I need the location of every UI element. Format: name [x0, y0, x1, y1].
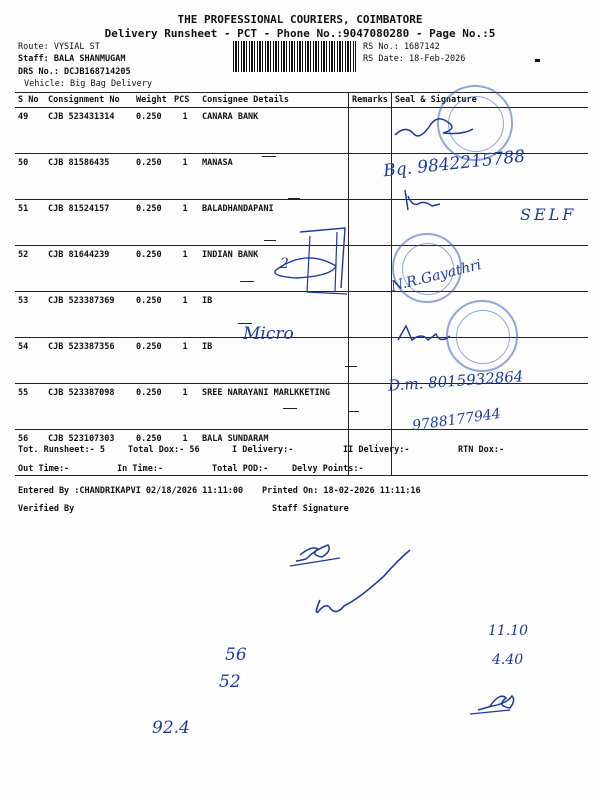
weight: 0.250 [133, 108, 171, 154]
pcs: 1 [171, 384, 199, 430]
ii-delivery: II Delivery:- [343, 445, 410, 455]
verified-by: Verified By [18, 504, 75, 514]
consignment-no: CJB 523387098 [45, 384, 133, 430]
consignment-no: CJB 523107303 [45, 430, 133, 476]
sno: 53 [15, 292, 45, 338]
handwritten-time: 4.40 [492, 652, 524, 668]
col-seal-signature: Seal & Signature [391, 93, 588, 108]
handwritten-circled-number: 2 [280, 256, 289, 272]
pcs: 1 [171, 292, 199, 338]
handwritten-self: SELF [520, 205, 577, 224]
sno: 55 [15, 384, 45, 430]
weight: 0.250 [133, 154, 171, 200]
consignee: CANARA BANK [199, 108, 349, 154]
pcs: 1 [171, 200, 199, 246]
delvy-points: Delvy Points:- [292, 464, 364, 474]
col-remarks: Remarks [349, 93, 392, 108]
out-time: Out Time:- [18, 464, 70, 474]
i-delivery: I Delivery:- [232, 445, 294, 455]
weight: 0.250 [133, 338, 171, 384]
company-title: THE PROFESSIONAL COURIERS, COIMBATORE [177, 13, 423, 26]
col-consignee: Consignee Details [199, 93, 349, 108]
consignment-no: CJB 81586435 [45, 154, 133, 200]
col-consignment: Consignment No [45, 93, 133, 108]
weight: 0.250 [133, 292, 171, 338]
col-weight: Weight [133, 93, 171, 108]
consignment-no: CJB 81524157 [45, 200, 133, 246]
in-time: In Time:- [117, 464, 164, 474]
total-dox: Total Dox:- 56 [128, 445, 200, 455]
printed-on: Printed On: 18-02-2026 11:11:16 [262, 486, 421, 496]
handwritten-number: 56 [225, 645, 247, 665]
staff-signature-label: Staff Signature [272, 504, 349, 514]
pcs: 1 [171, 338, 199, 384]
staff: Staff: BALA SHANMUGAM [18, 54, 126, 64]
consignee: MANASA [199, 154, 349, 200]
pcs: 1 [171, 246, 199, 292]
sno: 51 [15, 200, 45, 246]
route: Route: VYSIAL ST [18, 42, 100, 52]
consignment-no: CJB 523387369 [45, 292, 133, 338]
entered-by: Entered By :CHANDRIKAPVI 02/18/2026 11:11:00 [18, 486, 244, 496]
handwritten-micro: Micro [243, 324, 294, 344]
handwritten-number: 92.4 [152, 718, 190, 738]
consignee: IB [199, 338, 349, 384]
pcs: 1 [171, 430, 199, 476]
sno: 56 [15, 430, 45, 476]
weight: 0.250 [133, 430, 171, 476]
handwritten-signature-name: N.R.Gayathri [389, 257, 483, 295]
pcs: 1 [171, 108, 199, 154]
sno: 49 [15, 108, 45, 154]
handwritten-phone: D.m. 8015932864 [387, 367, 524, 395]
weight: 0.250 [133, 200, 171, 246]
vehicle: Vehicle: Big Bag Delivery [24, 79, 152, 89]
handwritten-phone: 9788177944 [411, 405, 502, 435]
handwritten-phone: Bq. 9842215788 [382, 146, 526, 182]
consignment-no: CJB 523431314 [45, 108, 133, 154]
consignment-no: CJB 81644239 [45, 246, 133, 292]
sno: 52 [15, 246, 45, 292]
rtn-dox: RTN Dox:- [458, 445, 505, 455]
weight: 0.250 [133, 246, 171, 292]
tot-runsheet: Tot. Runsheet:- 5 [18, 445, 105, 455]
rs-date: RS Date: 18-Feb-2026 [363, 54, 466, 64]
col-sno: S No [15, 93, 45, 108]
runsheet-subtitle: Delivery Runsheet - PCT - Phone No.:9047080280 - Page No.:5 [104, 27, 496, 40]
consignee: SREE NARAYANI MARLKKETING [199, 384, 349, 430]
col-pcs: PCS [171, 93, 199, 108]
consignee: INDIAN BANK [199, 246, 349, 292]
handwritten-time: 11.10 [488, 623, 529, 639]
sno: 50 [15, 154, 45, 200]
sno: 54 [15, 338, 45, 384]
weight: 0.250 [133, 384, 171, 430]
handwritten-number: 52 [219, 672, 241, 692]
consignment-no: CJB 523387356 [45, 338, 133, 384]
consignee: IB [199, 292, 349, 338]
rs-number: RS No.: 1687142 [363, 42, 440, 52]
consignee: BALA SUNDARAM [199, 430, 349, 476]
consignee: BALADHANDAPANI [199, 200, 349, 246]
total-pod: Total POD:- [212, 464, 269, 474]
pcs: 1 [171, 154, 199, 200]
drs-number: DRS No.: DCJB168714205 [18, 67, 131, 77]
